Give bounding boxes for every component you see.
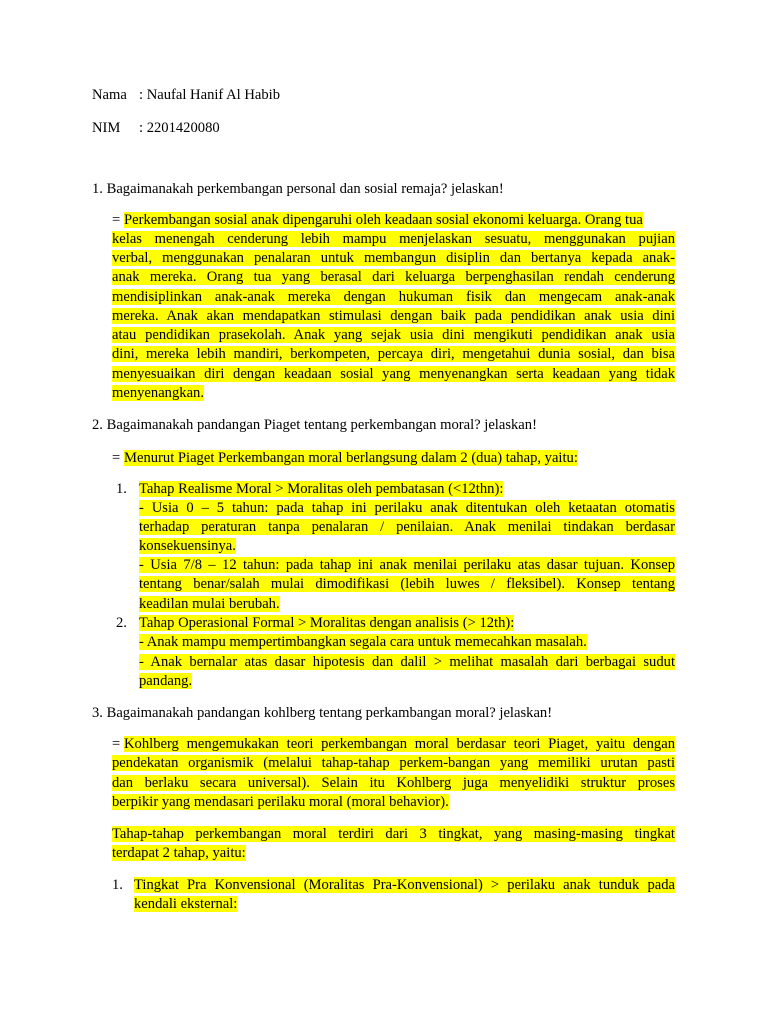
answer-1-line: atau pendidikan prasekolah. Anak yang sejak usia dini mengikuti pendidikan anak usia <box>112 327 675 343</box>
list-item-line: kendali eksternal: <box>134 896 238 912</box>
list-item-line: Tingkat Pra Konvensional (Moralitas Pra-Konvensional) > perilaku anak tunduk pada <box>134 877 675 893</box>
question-3: 3. Bagaimanakah pandangan kohlberg tentang perkambangan moral? jelaskan! <box>92 705 553 721</box>
list-item-line: - Anak bernalar atas dasar hipotesis dan dalil > melihat masalah dari berbagai sudut <box>139 654 675 670</box>
answer-3-prefix: = <box>112 736 121 752</box>
answer-3-line: berpikir yang mendasari perilaku moral (moral behavior). <box>112 794 449 810</box>
list-item-line: konsekuensinya. <box>139 538 236 554</box>
answer-1-line: menyenangkan. <box>112 385 204 401</box>
answer-3-line: Kohlberg mengemukakan teori perkembangan moral berdasar teori Piaget, yaitu dengan <box>124 736 675 752</box>
list-item-line: keadilan mulai berubah. <box>139 596 280 612</box>
nim-label: NIM <box>92 120 121 136</box>
question-2: 2. Bagaimanakah pandangan Piaget tentang perkembangan moral? jelaskan! <box>92 417 537 433</box>
list-item-number: 1. <box>112 877 123 893</box>
answer-1-line: mendisiplinkan anak-anak mereka dengan hukuman fisik dan mengecam anak-anak <box>112 289 675 305</box>
answer-3-line: dan berlaku secara universal). Selain itu Kohlberg juga menyelidiki struktur proses <box>112 775 675 791</box>
stages-intro-line: Tahap-tahap perkembangan moral terdiri dari 3 tingkat, yang masing-masing tingkat <box>112 826 675 842</box>
answer-1-line: kelas menengah cenderung lebih mampu menjelaskan sesuatu, menggunakan pujian <box>112 231 675 247</box>
answer-2-prefix: = <box>112 450 121 466</box>
answer-1-line: menyesuaikan diri dengan keadaan sosial yang menyenangkan serta keadaan yang tidak <box>112 366 675 382</box>
list-item-title: Tahap Realisme Moral > Moralitas oleh pembatasan (<12thn): <box>139 481 504 497</box>
answer-1-prefix: = <box>112 212 121 228</box>
name-label: Nama <box>92 87 127 103</box>
nim-value: : 2201420080 <box>139 120 220 136</box>
list-item-line: tentang benar/salah mulai dimodifikasi (lebih luwes / fleksibel). Konsep tentang <box>139 576 675 592</box>
answer-3-line: pendekatan organismik (melalui tahap-tahap perkem-bangan yang memiliki urutan pasti <box>112 755 675 771</box>
list-item-number: 2. <box>116 615 127 631</box>
list-item-number: 1. <box>116 481 127 497</box>
list-item-title: Tahap Operasional Formal > Moralitas dengan analisis (> 12th): <box>139 615 515 631</box>
list-item-line: - Anak mampu mempertimbangkan segala cara untuk memecahkan masalah. <box>139 634 587 650</box>
answer-2-intro: Menurut Piaget Perkembangan moral berlangsung dalam 2 (dua) tahap, yaitu: <box>124 450 578 466</box>
answer-1-line: dini, mereka lebih mandiri, berkompeten, percaya diri, mengetahui dunia sosial, dan bisa <box>112 346 675 362</box>
list-item-line: - Usia 7/8 – 12 tahun: pada tahap ini anak menilai perilaku atas dasar tujuan. Konsep <box>139 557 675 573</box>
answer-1-line: verbal, menggunakan penalaran untuk membangun disiplin dan bertanya kepada anak- <box>112 250 675 266</box>
list-item-line: - Usia 0 – 5 tahun: pada tahap ini perilaku anak ditentukan oleh ketaatan otomatis <box>139 500 675 516</box>
answer-1-line: Perkembangan sosial anak dipengaruhi oleh keadaan sosial ekonomi keluarga. Orang tua <box>124 212 643 228</box>
answer-1-line: anak mereka. Orang tua yang berasal dari keluarga berpenghasilan rendah cenderung <box>112 269 675 285</box>
name-value: : Naufal Hanif Al Habib <box>139 87 281 103</box>
stages-intro-line: terdapat 2 tahap, yaitu: <box>112 845 246 861</box>
answer-1-line: mereka. Anak akan mendapatkan stimulasi dengan baik pada pendidikan anak usia dini <box>112 308 675 324</box>
question-1: 1. Bagaimanakah perkembangan personal dan sosial remaja? jelaskan! <box>92 181 504 197</box>
list-item-line: terhadap peraturan tanpa penalaran / penilaian. Anak menilai tindakan berdasar <box>139 519 675 535</box>
list-item-line: pandang. <box>139 673 193 689</box>
